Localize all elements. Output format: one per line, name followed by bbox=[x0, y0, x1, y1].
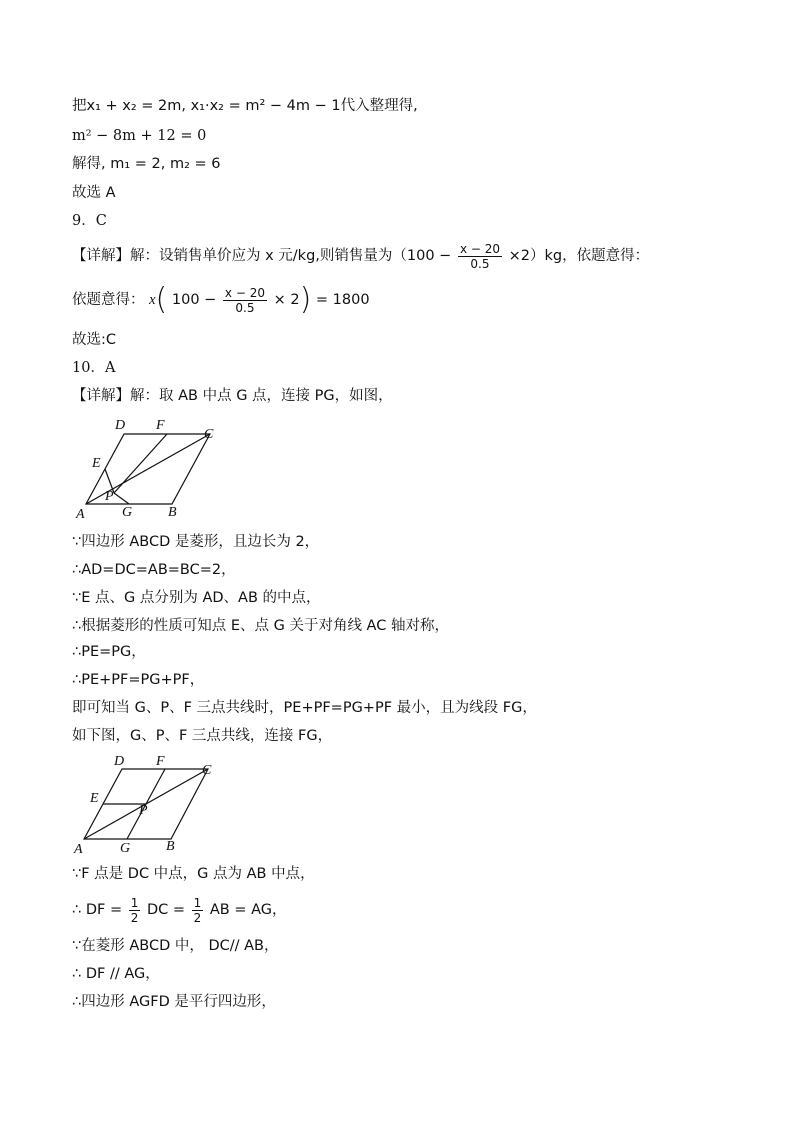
fraction-half-1-denominator: 2 bbox=[130, 910, 139, 925]
rhombus-figure-1 bbox=[72, 412, 252, 522]
fraction-1 bbox=[458, 242, 502, 271]
fraction-half-2 bbox=[192, 896, 204, 925]
fraction-2-denominator: 0.5 bbox=[235, 300, 255, 315]
text-line-17: 即可知当 G、P、F 三点共线时，PE+PF=PG+PF 最小，且为线段 FG， bbox=[72, 700, 537, 716]
fig1-label-c: C bbox=[204, 427, 214, 442]
text-line-6 bbox=[72, 240, 649, 272]
text-line-12: ∴AD=DC=AB=BC=2， bbox=[72, 562, 236, 578]
text-line-15: ∴PE=PG， bbox=[72, 644, 146, 660]
equation-part-c: = 1800 bbox=[315, 292, 370, 308]
fraction-2-numerator: x − 20 bbox=[224, 285, 265, 300]
rhombus-figure-2 bbox=[72, 750, 252, 860]
text-line-10: 【详解】解：取 AB 中点 G 点，连接 PG，如图， bbox=[72, 388, 393, 404]
fraction-1-denominator: 0.5 bbox=[470, 256, 490, 271]
fig2-label-e: E bbox=[90, 791, 99, 806]
fig2-label-f: F bbox=[156, 754, 165, 769]
fraction-1-numerator: x − 20 bbox=[459, 241, 500, 256]
fig1-label-a: A bbox=[76, 507, 85, 522]
fig2-label-b: B bbox=[166, 839, 175, 854]
text-line-16: ∴PE+PF=PG+PF， bbox=[72, 672, 205, 688]
fraction-half-2-numerator: 1 bbox=[193, 895, 202, 910]
text-line-20-b: DC = bbox=[146, 902, 186, 918]
text-line-19: ∵F 点是 DC 中点，G 点为 AB 中点， bbox=[72, 866, 315, 882]
equation-part-a: 100 − bbox=[171, 292, 217, 308]
text-line-1: 把x₁ + x₂ = 2m, x₁·x₂ = m² − 4m − 1代入整理得, bbox=[72, 98, 418, 114]
text-line-14: ∴根据菱形的性质可知点 E、点 G 关于对角线 AC 轴对称， bbox=[72, 618, 449, 634]
question-9-label: 9．C bbox=[72, 213, 107, 229]
text-line-8: 故选:C bbox=[72, 332, 117, 348]
text-line-23: ∴四边形 AGFD 是平行四边形， bbox=[72, 994, 276, 1010]
text-line-22: ∴ DF // AG， bbox=[72, 966, 160, 982]
fig2-label-a: A bbox=[74, 842, 83, 857]
equation-line bbox=[72, 282, 370, 318]
text-line-20-a: ∴ DF = bbox=[72, 902, 123, 918]
equation-x: x bbox=[149, 292, 156, 308]
text-line-13: ∵E 点、G 点分别为 AD、AB 的中点， bbox=[72, 590, 321, 606]
fig2-label-d: D bbox=[114, 754, 125, 769]
fraction-2 bbox=[223, 286, 267, 315]
left-paren: ( bbox=[155, 282, 168, 317]
fig1-label-e: E bbox=[92, 456, 101, 471]
text-line-20 bbox=[72, 894, 287, 926]
fig1-label-d: D bbox=[115, 418, 126, 433]
fraction-half-1-numerator: 1 bbox=[130, 895, 139, 910]
right-paren: ) bbox=[299, 282, 312, 317]
fig2-label-g: G bbox=[120, 841, 131, 856]
fig2-label-p: P bbox=[139, 803, 148, 818]
text-line-2: m² − 8m + 12 = 0 bbox=[72, 128, 207, 144]
fig1-label-b: B bbox=[168, 505, 177, 520]
text-line-18: 如下图，G、P、F 三点共线，连接 FG， bbox=[72, 728, 333, 744]
fig1-label-f: F bbox=[156, 418, 165, 433]
text-line-6-pre: 【详解】解：设销售单价应为 x 元/kg,则销售量为（100 − bbox=[72, 248, 452, 264]
fig1-label-g: G bbox=[122, 505, 133, 520]
text-line-3: 解得, m₁ = 2, m₂ = 6 bbox=[72, 156, 221, 172]
fraction-half-1 bbox=[129, 896, 141, 925]
equation-part-b: × 2 bbox=[273, 292, 300, 308]
equation-prefix: 依题意得： bbox=[72, 292, 145, 308]
text-line-4: 故选 A bbox=[72, 185, 116, 201]
text-line-11: ∵四边形 ABCD 是菱形，且边长为 2， bbox=[72, 534, 320, 550]
question-10-label: 10．A bbox=[72, 360, 116, 376]
fig1-label-p: P bbox=[105, 489, 114, 504]
fig2-label-c: C bbox=[202, 763, 212, 778]
text-line-6-post: ×2）kg，依题意得： bbox=[508, 248, 650, 264]
text-line-21: ∵在菱形 ABCD 中， DC// AB， bbox=[72, 938, 279, 954]
fraction-half-2-denominator: 2 bbox=[193, 910, 202, 925]
text-line-20-c: AB = AG， bbox=[209, 902, 287, 918]
